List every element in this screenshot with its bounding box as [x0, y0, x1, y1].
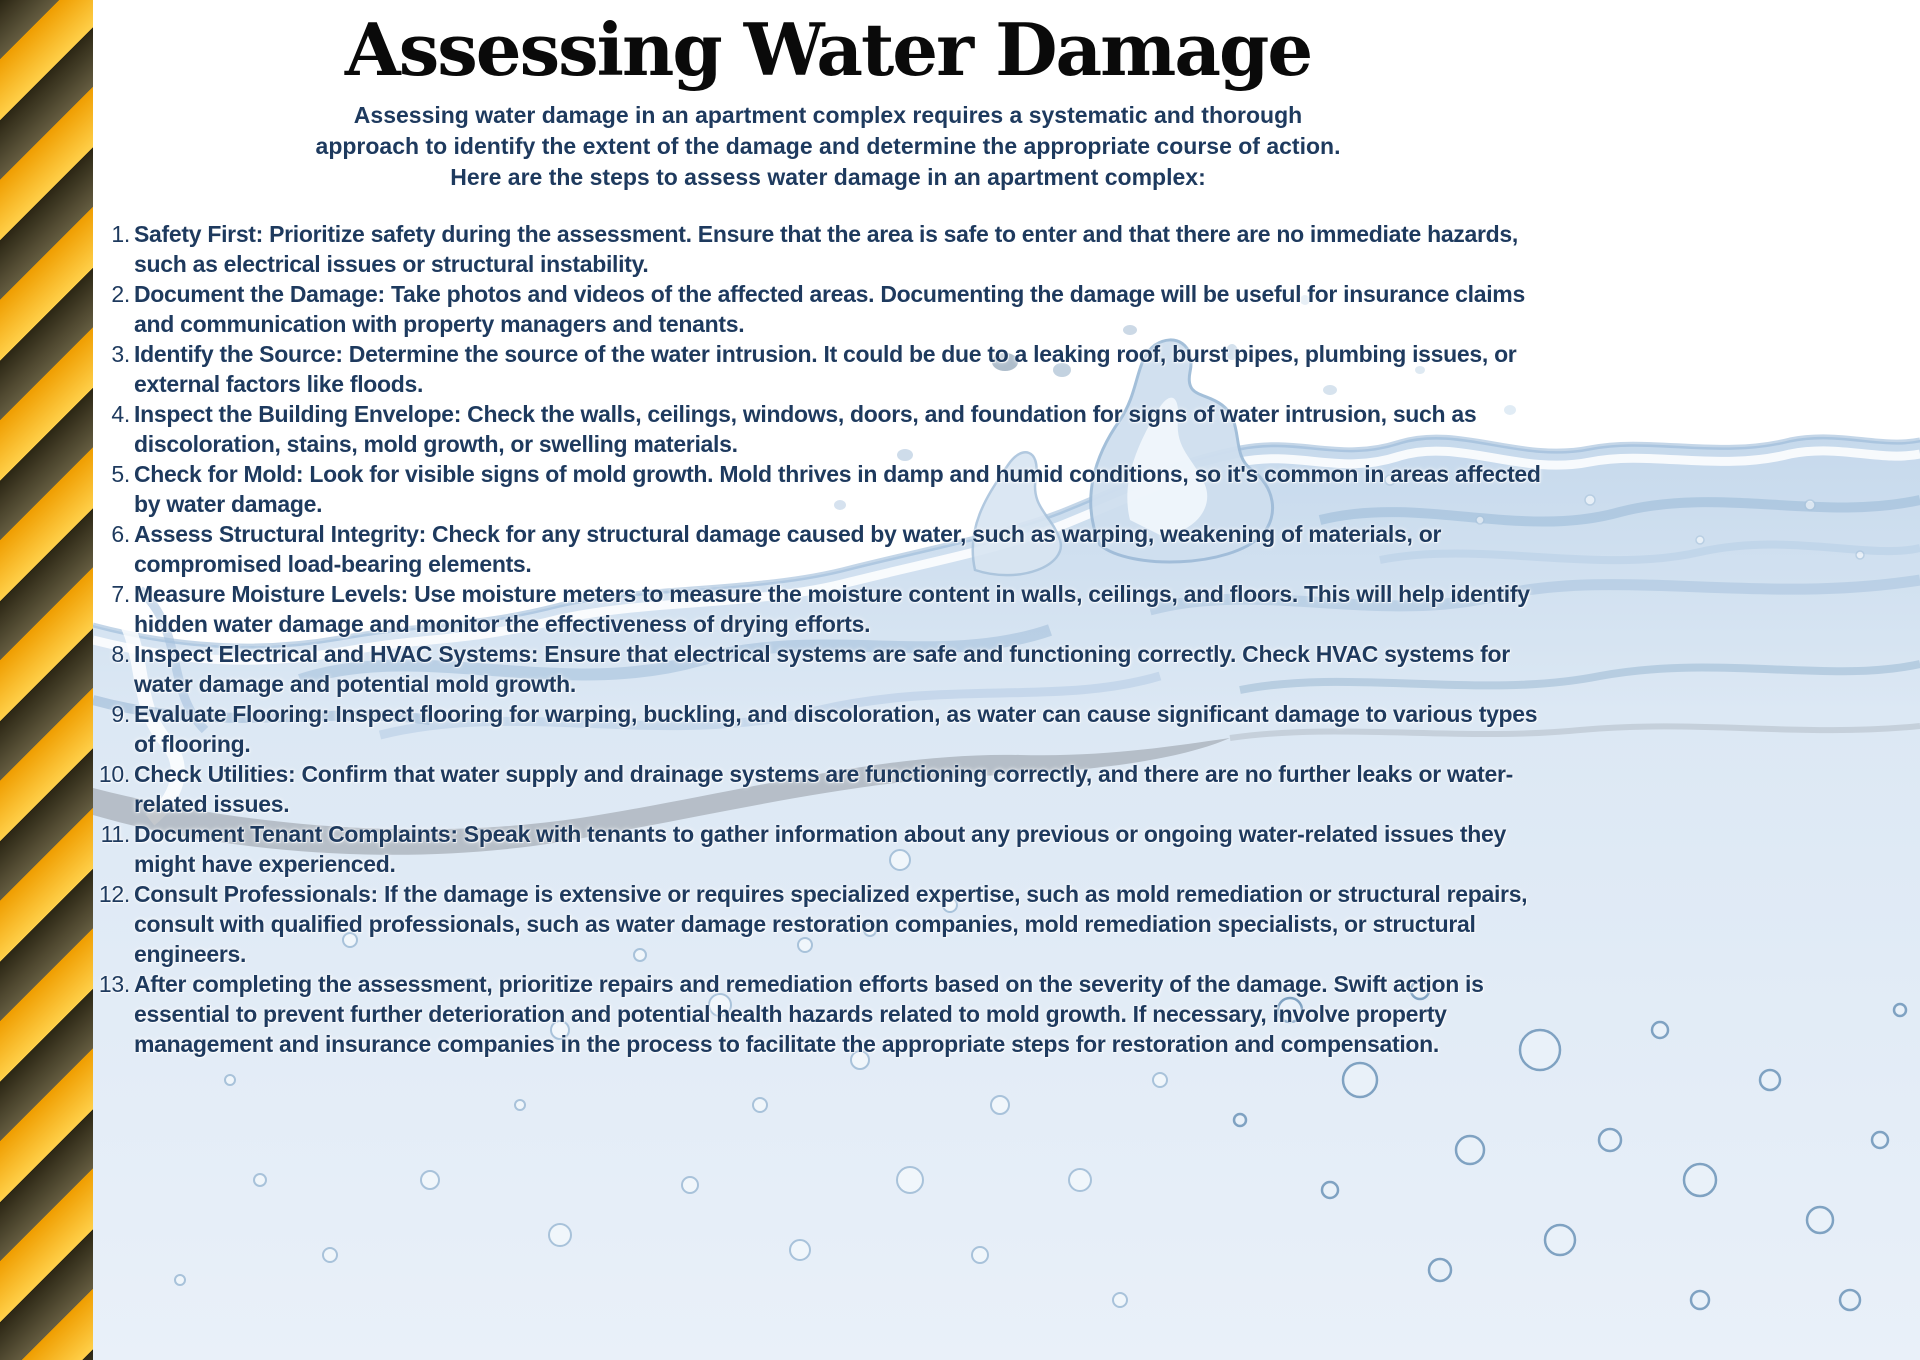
- content-area: [93, 0, 1563, 1059]
- step-item-10: [93, 759, 1563, 819]
- step-text: Measure Moisture Levels: Use moisture meters to measure the moisture content in walls, ceilings, and floors. This will help identify hidden water damage and monitor the effectiveness of drying efforts.: [134, 581, 1530, 637]
- step-number: 10.: [98, 761, 130, 787]
- step-number: 1.: [111, 221, 130, 247]
- step-item-1: [93, 219, 1563, 279]
- step-text: Inspect the Building Envelope: Check the walls, ceilings, windows, doors, and foundation for signs of water intrusion, such as discoloration, stains, mold growth, or swelling materials.: [134, 401, 1477, 457]
- step-text: Check for Mold: Look for visible signs of mold growth. Mold thrives in damp and humid conditions, so it's common in areas affected by water damage.: [134, 461, 1541, 517]
- step-item-12: [93, 879, 1563, 969]
- caution-stripe-border: [0, 0, 93, 1360]
- step-text: Document Tenant Complaints: Speak with tenants to gather information about any previous or ongoing water-related issues they might have experienced.: [134, 821, 1506, 877]
- step-item-6: [93, 519, 1563, 579]
- step-number: 6.: [111, 521, 130, 547]
- step-number: 11.: [100, 821, 130, 847]
- step-text: Safety First: Prioritize safety during the assessment. Ensure that the area is safe to enter and that there are no immediate hazards, such as electrical issues or structural instability.: [134, 221, 1518, 277]
- step-text: Check Utilities: Confirm that water supply and drainage systems are functioning correctly, and there are no further leaks or water-related issues.: [134, 761, 1513, 817]
- step-text: Document the Damage: Take photos and videos of the affected areas. Documenting the damage will be useful for insurance claims and communication with property managers and tenants.: [134, 281, 1525, 337]
- step-number: 7.: [111, 581, 130, 607]
- intro-line-3: Here are the steps to assess water damage in an apartment complex:: [450, 164, 1206, 190]
- step-item-8: [93, 639, 1563, 699]
- steps-list: [93, 219, 1563, 1059]
- step-item-7: [93, 579, 1563, 639]
- step-text: Identify the Source: Determine the source of the water intrusion. It could be due to a leaking roof, burst pipes, plumbing issues, or external factors like floods.: [134, 341, 1517, 397]
- step-number: 12.: [98, 881, 130, 907]
- step-number: 2.: [111, 281, 130, 307]
- step-text: Inspect Electrical and HVAC Systems: Ensure that electrical systems are safe and functioning correctly. Check HVAC systems for water damage and potential mold growth.: [134, 641, 1510, 697]
- step-number: 5.: [111, 461, 130, 487]
- step-number: 3.: [111, 341, 130, 367]
- step-number: 13.: [98, 971, 130, 997]
- page-title: Assessing Water Damage: [344, 7, 1312, 92]
- step-number: 8.: [111, 641, 130, 667]
- step-number: 9.: [111, 701, 130, 727]
- intro-line-1: Assessing water damage in an apartment complex requires a systematic and thorough: [353, 102, 1303, 128]
- step-number: 4.: [111, 401, 130, 427]
- step-text: Evaluate Flooring: Inspect flooring for warping, buckling, and discoloration, as water can cause significant damage to various types of flooring.: [134, 701, 1538, 757]
- step-item-9: [93, 699, 1563, 759]
- step-item-5: [93, 459, 1563, 519]
- step-item-3: [93, 339, 1563, 399]
- step-item-11: [93, 819, 1563, 879]
- step-item-4: [93, 399, 1563, 459]
- step-text: Consult Professionals: If the damage is extensive or requires specialized expertise, such as mold remediation or structural repairs, consult with qualified professionals, such as water damage restoration companies, mold remediation specialists, or structural engineers.: [134, 881, 1528, 967]
- step-item-13: [93, 969, 1563, 1059]
- step-text: After completing the assessment, prioritize repairs and remediation efforts based on the severity of the damage. Swift action is essential to prevent further deterioration and potential health hazards related to mold growth. If necessary, involve property management and insurance companies in the process to facilitate the appropriate steps for restoration and compensation.: [134, 971, 1484, 1057]
- intro-line-2: approach to identify the extent of the damage and determine the appropriate course of action.: [315, 133, 1341, 159]
- step-item-2: [93, 279, 1563, 339]
- intro-paragraph: [93, 100, 1563, 193]
- step-text: Assess Structural Integrity: Check for any structural damage caused by water, such as warping, weakening of materials, or compromised load-bearing elements.: [134, 521, 1442, 577]
